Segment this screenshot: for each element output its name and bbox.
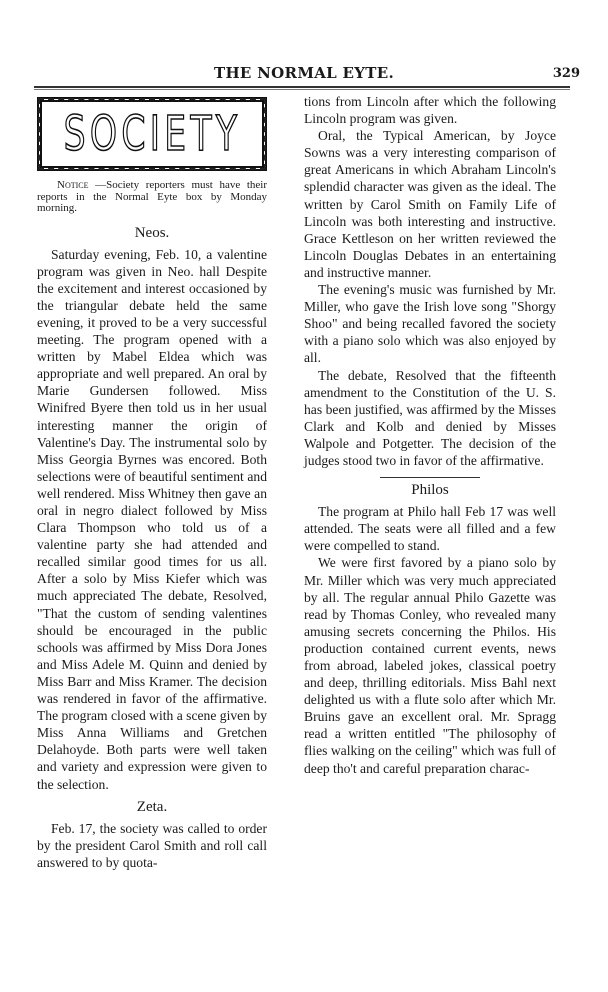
zeta-paragraph: Oral, the Typical American, by Joyce Sowns was a very interesting comparison of great Americans in which Abraham Lincoln's splendid character was given as the ideal. The written by Carol Smith on Family Life of Lincoln was both interesting and instructive. Grace Kettleson on her written reviewed the Lincoln Douglas Debates in an entertaining and instructive manner. [304,128,556,280]
zeta-paragraph-continued: tions from Lincoln after which the following Lincoln program was given. [304,94,556,127]
society-banner [37,97,267,171]
page-number: 329 [552,66,580,81]
neos-paragraph: Saturday evening, Feb. 10, a valentine program was given in Neo. hall Despite the excitement and interest occasioned by the triangular debate held the same evening, it proved to be a very successful meeting. The program opened with a written by Mabel Eldea which was appropriate and well prepared. An oral by Marie Gundersen followed. Miss Winifred Byere then told us in her usual interesting manner the origin of Valentine's Day. The instrumental solo by Miss Georgia Byrnes was encored. Both selections were of beautiful sentiment and well rendered. Miss Whitney then gave an oral in negro dialect followed by Miss Clara Thompson who told us of a valentine party she had attended and recalled similar good times for us all. After a solo by Miss Kiefer which was much appreciated The debate, Resolved, "That the custom of sending valentines should be encouraged in the public schools was affirmed by Miss Dora Jones and Miss Adele M. Quinn and denied by Miss Barr and Miss Kramer. The decision was rendered in favor of the affirmative. The program closed with a scene given by Miss Anna Williams and Gretchen Delahoyde. Both parts were well taken and variety and expression were given to the selection. [37,246,267,792]
section-heading-zeta: Zeta. [136,798,168,815]
left-column [37,95,267,871]
section-heading-neos: Neos. [134,224,170,241]
right-column [304,93,556,777]
notice-text: —Society reporters must have their reports in the Normal Eyte box by Monday morning. [37,179,267,214]
section-divider [380,477,480,478]
notice [37,180,267,215]
section-heading-philos: Philos [411,482,449,499]
journal-title: THE NORMAL EYTE. [213,64,394,82]
banner-title: SOCIETY [63,106,241,162]
header-rule [34,86,570,90]
zeta-paragraph: The evening's music was furnished by Mr. Miller, who gave the Irish love song "Shorgy Shoo" and being recalled favored the society with a piano solo which was also enjoyed by all. [304,282,556,366]
notice-lead: Notice [57,179,89,191]
zeta-paragraph: Feb. 17, the society was called to order by the president Carol Smith and roll call answered to by quota- [37,820,267,870]
zeta-paragraph: The debate, Resolved that the fifteenth amendment to the Constitution of the U. S. has been justified, was affirmed by the Misses Clark and Kolb and denied by Misses Walpole and Potgetter. The decision of the judges stood two in favor of the affirmative. [304,367,556,468]
running-head [0,64,608,84]
philos-paragraph: We were first favored by a piano solo by Mr. Miller which was very much appreciated by all. The regular annual Philo Gazette was read by Thomas Conley, who revealed many amusing secrets concerning the Philos. His production contained current events, news from abroad, labeled jokes, classical poetry and deep, thrilling editorials. Miss Bahl next delighted us with a flute solo after which Mr. Bruins gave an excellent oral. Mr. Spragg read a written entitled "The philosophy of flies walking on the ceiling" which was full of deep tho't and careful preparation charac- [304,555,556,776]
philos-paragraph: The program at Philo hall Feb 17 was well attended. The seats were all filled and a few were compelled to stand. [304,504,556,554]
